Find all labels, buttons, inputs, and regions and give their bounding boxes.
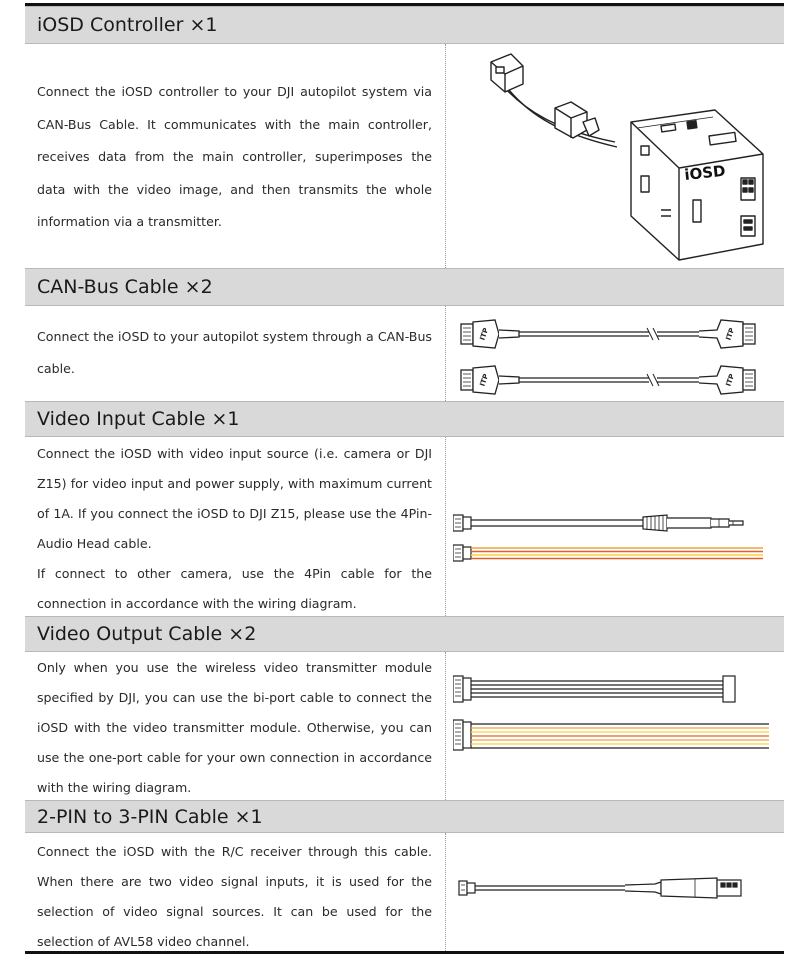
section-video-input-cable xyxy=(25,401,784,616)
section-description xyxy=(37,321,432,385)
video-output-cable-illustration xyxy=(453,672,769,754)
paragraph: Connect the iOSD controller to your DJI autopilot system via CAN-Bus Cable. It communicates with the main controller, receives data from the main controller, superimposes the data with the video image, and then transmits the whole information via a transmitter. xyxy=(37,84,432,229)
connector-label: ITP xyxy=(724,326,737,342)
section-description xyxy=(37,653,432,803)
column-divider xyxy=(445,833,446,951)
bottom-rule xyxy=(25,951,784,954)
paragraph: Connect the iOSD with the R/C receiver through this cable. When there are two video signal inputs, it is used for the selection of video signal sources. It can be used for the selection of AVL58 video channel. xyxy=(37,844,432,949)
section-header xyxy=(25,616,784,652)
section-title: 2-PIN to 3-PIN Cable ×1 xyxy=(37,805,263,828)
column-divider xyxy=(445,306,446,401)
connector-label: ITP xyxy=(724,372,737,388)
column-divider xyxy=(445,652,446,800)
video-input-cable-illustration xyxy=(453,509,763,569)
section-iosd-controller xyxy=(25,6,784,268)
section-2pin-to-3pin-cable xyxy=(25,800,784,951)
iosd-controller-illustration xyxy=(465,50,765,264)
section-title: iOSD Controller ×1 xyxy=(37,14,218,36)
section-title: Video Output Cable ×2 xyxy=(37,623,257,645)
section-title: CAN-Bus Cable ×2 xyxy=(37,276,213,298)
section-header xyxy=(25,6,784,44)
2pin-to-3pin-cable-illustration xyxy=(455,872,755,906)
section-header xyxy=(25,401,784,437)
connector-label: ITP xyxy=(478,372,491,388)
section-video-output-cable xyxy=(25,616,784,800)
section-description xyxy=(37,837,432,956)
paragraph: If connect to other camera, use the 4Pin cable for the connection in accordance with the wiring diagram. xyxy=(37,566,432,611)
paragraph: Connect the iOSD with video input source (i.e. camera or DJI Z15) for video input and power supply, with maximum current of 1A. If you connect the iOSD to DJI Z15, please use the 4Pin-Audio Head cable. xyxy=(37,446,432,551)
device-label: iOSD xyxy=(683,161,727,184)
section-description xyxy=(37,76,432,239)
section-header xyxy=(25,268,784,306)
paragraph: Connect the iOSD to your autopilot system through a CAN-Bus cable. xyxy=(37,329,432,376)
section-description xyxy=(37,439,432,619)
section-title: Video Input Cable ×1 xyxy=(37,408,240,430)
can-bus-cable-illustration xyxy=(459,316,769,398)
section-header xyxy=(25,800,784,833)
column-divider xyxy=(445,44,446,268)
section-can-bus-cable xyxy=(25,268,784,401)
connector-label: ITP xyxy=(478,326,491,342)
column-divider xyxy=(445,437,446,616)
paragraph: Only when you use the wireless video transmitter module specified by DJI, you can use the bi-port cable to connect the iOSD with the video transmitter module. Otherwise, you can use the one-port cable for your own connection in accordance with the wiring diagram. xyxy=(37,660,432,795)
